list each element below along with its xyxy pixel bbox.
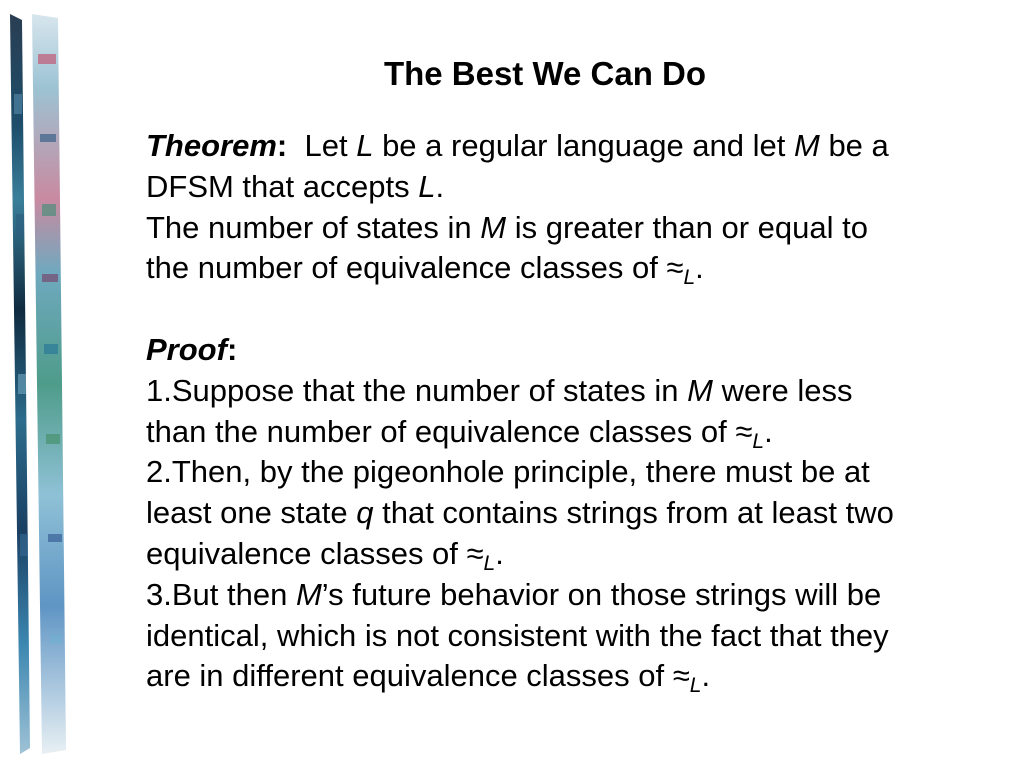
approx-symbol: ≈ <box>735 413 753 449</box>
theorem-line-3: The number of states in M is greater than or equal to <box>146 209 868 245</box>
approx-symbol: ≈ <box>666 250 684 286</box>
proof-line-1: 1.Suppose that the number of states in M were less <box>146 372 853 408</box>
decorative-mosaic-strip <box>8 14 68 754</box>
approx-symbol: ≈ <box>466 535 484 571</box>
proof-line-5: equivalence classes of $\approx_L$. <box>146 535 504 575</box>
proof-heading: Proof: <box>146 331 238 367</box>
proof-line-7: identical, which is not consistent with the fact that they <box>146 617 889 653</box>
proof-line-3: 2.Then, by the pigeonhole principle, there must be at <box>146 454 870 490</box>
spacer <box>146 289 986 330</box>
approx-symbol: ≈ <box>672 658 690 694</box>
proof-label: Proof <box>146 331 227 367</box>
proof-line-2: than the number of equivalence classes of $\approx_L$. <box>146 413 773 453</box>
theorem-line-4: the number of equivalence classes of $\approx_L$. <box>146 250 704 290</box>
proof-line-6: 3.But then M’s future behavior on those strings will be <box>146 576 882 612</box>
proof-line-8: are in different equivalence classes of $\approx_L$. <box>146 658 711 698</box>
theorem-line-1: Theorem: Let L be a regular language and let M be a <box>146 128 889 163</box>
theorem-line-2: DFSM that accepts L. <box>146 168 445 204</box>
slide-body <box>146 126 986 697</box>
slide-title: The Best We Can Do <box>383 55 707 92</box>
proof-line-4: least one state q that contains strings from at least two <box>146 495 894 531</box>
theorem-label: Theorem <box>146 128 277 163</box>
